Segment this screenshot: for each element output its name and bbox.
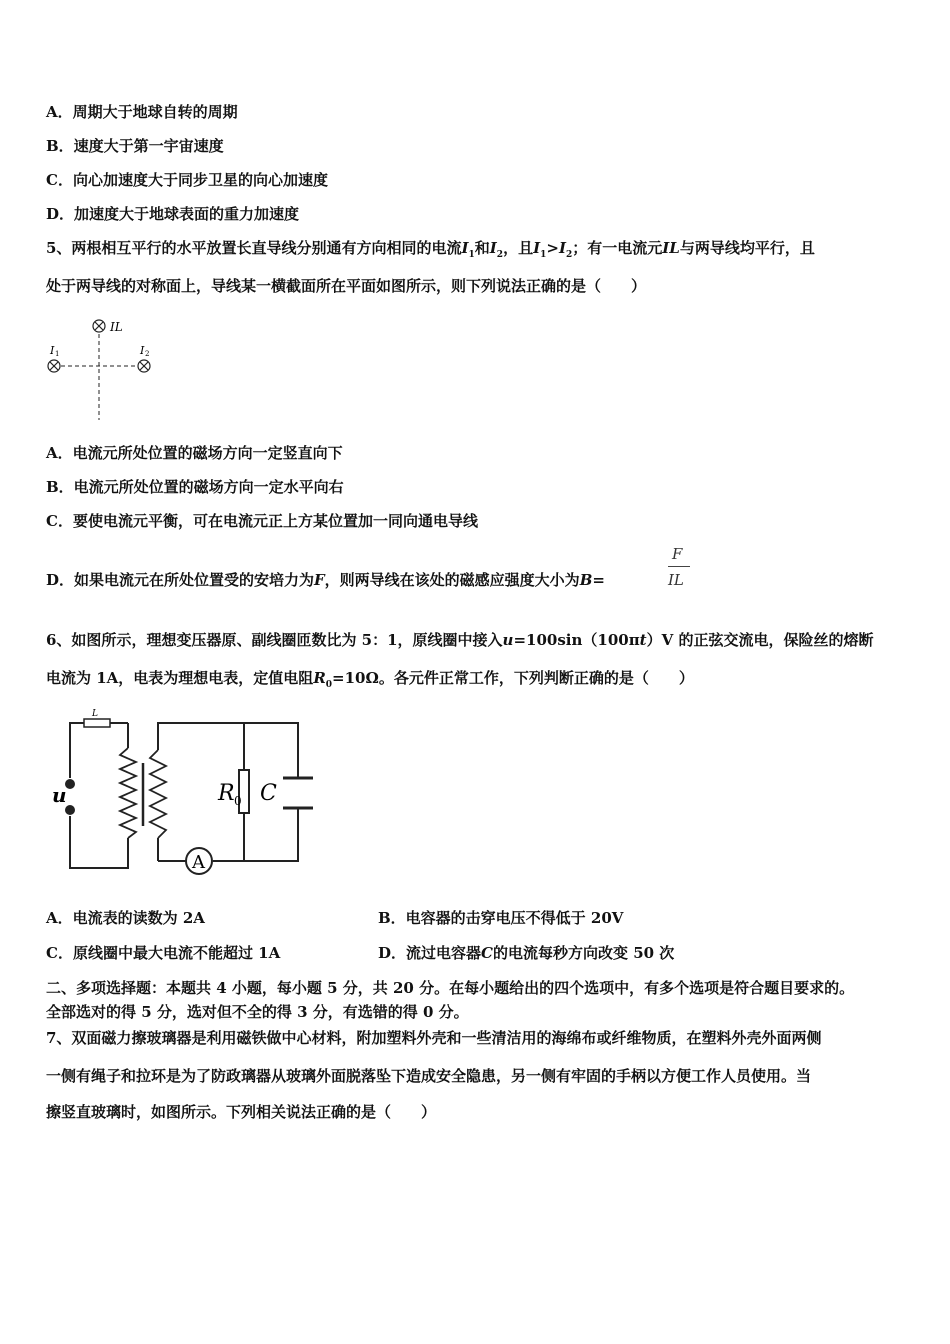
- q6-transformer-circuit: [48, 708, 318, 886]
- q6-stem-line2: 电流为 1A，电表为理想电表，定值电阻$R_0=10\Omega$。各元件正常工作，下列判断正确的是（ ）: [46, 669, 694, 690]
- q7-stem-line2: 一侧有绳子和拉环是为了防政璃器从玻璃外面脱落坠下造成安全隐患，另一侧有牢固的手柄以方便工作人员使用。当: [46, 1067, 812, 1085]
- fig-label-fuse: L: [92, 709, 98, 719]
- section2-instructions-line2: 全部选对的得 5 分，选对但不全的得 3 分，有选错的得 0 分。: [46, 1003, 469, 1021]
- q6-option-a: A．电流表的读数为 2A: [46, 909, 205, 927]
- q6-stem-line1: 6、如图所示，理想变压器原、副线圈匝数比为 5：1，原线圈中接入u=100sin（100πt）V 的正弦交流电，保险丝的熔断: [46, 631, 874, 649]
- q6-option-c: C．原线圈中最大电流不能超过 1A: [46, 944, 281, 962]
- q4-option-d: D．加速度大于地球表面的重力加速度: [46, 205, 300, 223]
- fraction-bar: [668, 566, 690, 567]
- fig-label-u: u: [52, 783, 67, 807]
- primary-coil: [120, 748, 136, 838]
- fig-label-i1: I: [50, 344, 55, 357]
- fig-label-c: C: [260, 781, 277, 806]
- fig-label-r0-sub: 0: [234, 794, 242, 808]
- fig-label-ammeter: A: [192, 852, 205, 873]
- fraction-numerator: F: [672, 545, 683, 563]
- fig-label-r0: R: [218, 781, 235, 806]
- q4-option-a: A．周期大于地球自转的周期: [46, 103, 238, 121]
- fig-label-i2: I: [140, 344, 145, 357]
- q5-wire-figure: [40, 310, 170, 425]
- q5-option-d: D．如果电流元在所处位置受的安培力为F，则两导线在该处的磁感应强度大小为B=: [46, 571, 605, 589]
- q5-option-c: C．要使电流元平衡，可在电流元正上方某位置加一同向通电导线: [46, 512, 478, 530]
- secondary-coil: [150, 750, 166, 838]
- q5-stem-line2: 处于两导线的对称面上，导线某一横截面所在平面如图所示，则下列说法正确的是（ ）: [46, 277, 647, 295]
- ammeter-symbol: [186, 848, 212, 874]
- q6-option-d: D．流过电容器C的电流每秒方向改变 50 次: [378, 944, 675, 962]
- q5-option-b: B．电流元所处位置的磁场方向一定水平向右: [46, 478, 344, 496]
- wire-i2-symbol: [138, 360, 150, 372]
- q5-option-a: A．电流元所处位置的磁场方向一定竖直向下: [46, 444, 343, 462]
- q7-stem-line3: 擦竖直玻璃时，如图所示。下列相关说法正确的是（ ）: [46, 1103, 437, 1121]
- q5-stem-line1: 5、两根相互平行的水平放置长直导线分别通有方向相同的电流$I_1$和$I_2$，且$I_1>I_2$；有一电流元IL与两导线均平行，且: [46, 239, 815, 260]
- q4-option-c: C．向心加速度大于同步卫星的向心加速度: [46, 171, 328, 189]
- fuse-symbol: [84, 719, 110, 727]
- fig-label-il: IL: [110, 320, 123, 334]
- q6-option-b: B．电容器的击穿电压不得低于 20V: [378, 909, 624, 927]
- capacitor-symbol: [283, 778, 313, 808]
- q4-option-b: B．速度大于第一宇宙速度: [46, 137, 224, 155]
- fraction-denominator: IL: [668, 571, 684, 589]
- q7-stem-line1: 7、双面磁力擦玻璃器是利用磁铁做中心材料，附加塑料外壳和一些清洁用的海绵布或纤维物质，在塑料外壳外面两侧: [46, 1029, 822, 1047]
- section2-instructions-line1: 二、多项选择题：本题共 4 小题，每小题 5 分，共 20 分。在每小题给出的四个选项中，有多个选项是符合题目要求的。: [46, 979, 855, 997]
- current-element-symbol: [93, 320, 105, 332]
- fig-label-i2-sub: 2: [145, 350, 150, 358]
- fig-label-i1-sub: 1: [55, 350, 60, 358]
- wire-i1-symbol: [48, 360, 60, 372]
